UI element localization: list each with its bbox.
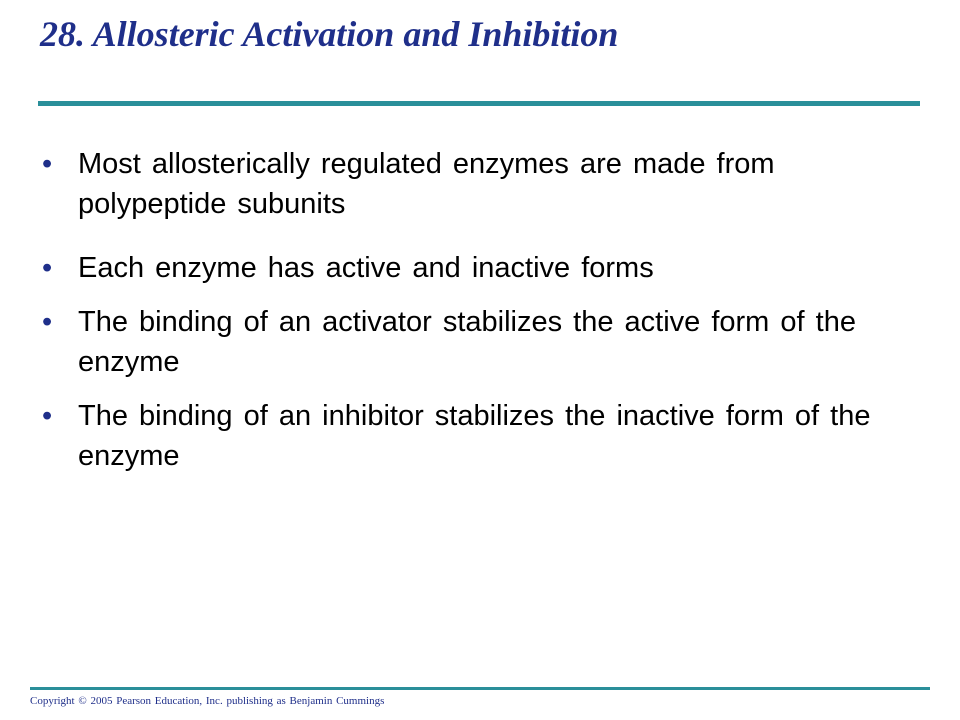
bullet-icon: • — [42, 148, 53, 180]
bullet-icon: • — [42, 306, 53, 338]
slide-title: 28. Allosteric Activation and Inhibition — [40, 14, 619, 54]
bullet-text: The binding of an activator stabilizes the active form of the enzyme — [78, 306, 856, 378]
bullet-text: Most allosterically regulated enzymes are made from polypeptide subunits — [78, 148, 775, 220]
bullet-text: Each enzyme has active and inactive forms — [78, 252, 654, 284]
bullet-list — [42, 144, 922, 476]
title-divider — [38, 101, 920, 106]
bullet-item — [42, 248, 922, 288]
bullet-text: The binding of an inhibitor stabilizes the inactive form of the enzyme — [78, 400, 871, 472]
copyright-notice: Copyright © 2005 Pearson Education, Inc. publishing as Benjamin Cummings — [30, 695, 385, 707]
bullet-item — [42, 144, 922, 224]
bullet-item — [42, 396, 922, 476]
bullet-item — [42, 302, 922, 382]
bullet-icon: • — [42, 400, 53, 432]
bullet-icon: • — [42, 252, 53, 284]
footer-divider — [30, 687, 930, 690]
